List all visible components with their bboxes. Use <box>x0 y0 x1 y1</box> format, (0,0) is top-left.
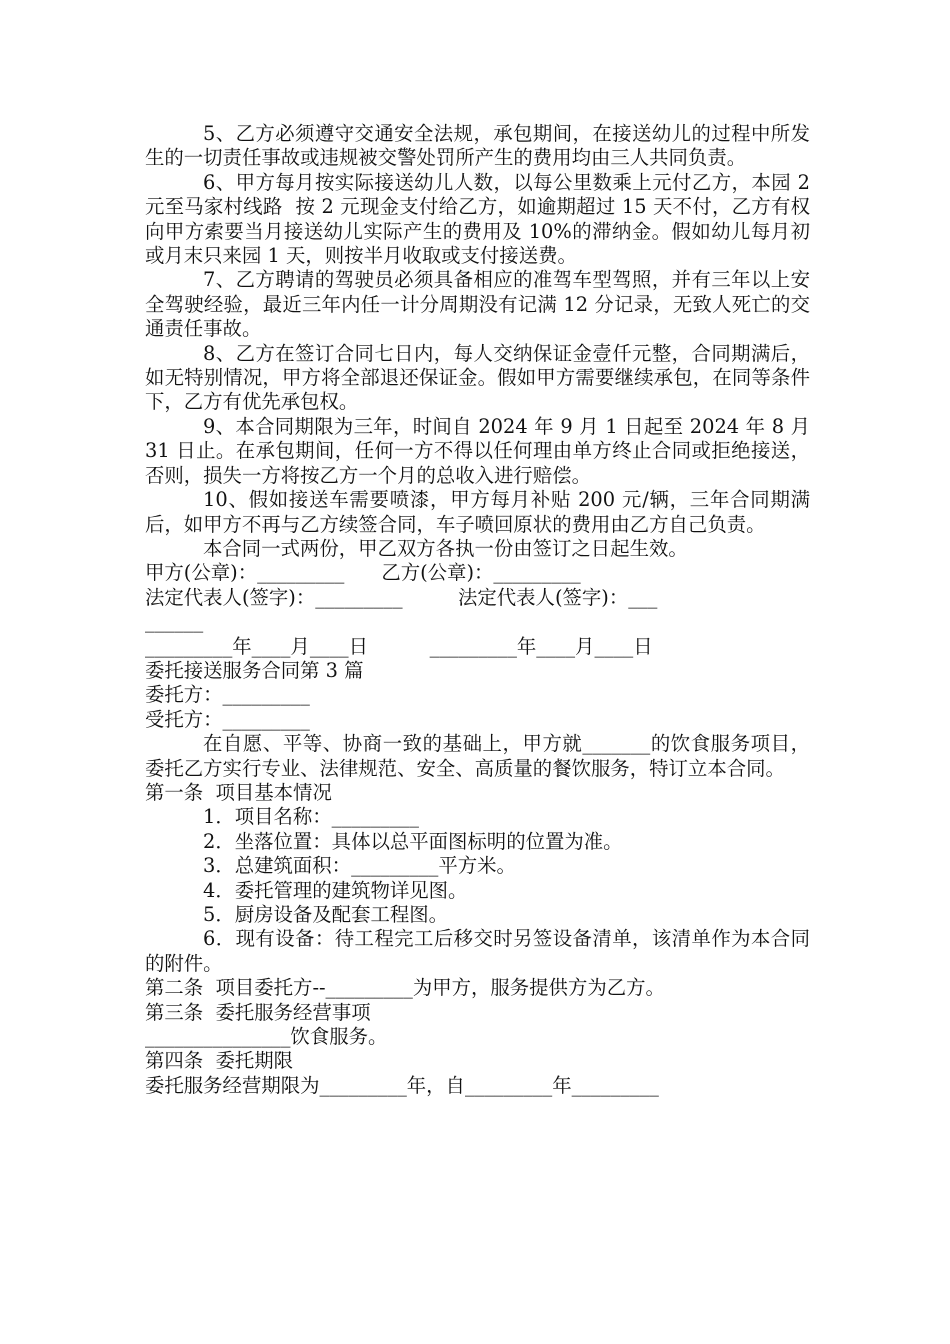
article-2: 第二条 项目委托方--_________为甲方，服务提供方为乙方。 <box>145 976 665 1000</box>
article-1-item: 6．现有设备：待工程完工后移交时另签设备清单，该清单作为本合同的附件。 <box>145 927 810 975</box>
client-line: 委托方：_________ <box>145 683 310 707</box>
article-1-item: 2．坐落位置：具体以总平面图标明的位置为准。 <box>203 829 623 853</box>
clause-7: 7、乙方聘请的驾驶员必须具备相应的准驾车型驾照，并有三年以上安全驾驶经验，最近三年内任一计分周期没有记满 12 分记录，无致人死亡的交通责任事故。 <box>145 268 810 341</box>
trustee-line: 受托方：_________ <box>145 707 310 731</box>
article-3-body: _______________饮食服务。 <box>145 1025 388 1049</box>
section-title: 委托接送服务合同第 3 篇 <box>145 658 364 682</box>
article-1-item: 3．总建筑面积：_________平方米。 <box>203 854 516 878</box>
clause-8: 8、乙方在签订合同七日内，每人交纳保证金壹仟元整，合同期满后，如无特别情况，甲方将全部退还保证金。假如甲方需要继续承包，在同等条件下，乙方有优先承包权。 <box>145 341 810 414</box>
closing-statement: 本合同一式两份，甲乙双方各执一份由签订之日起生效。 <box>203 536 688 560</box>
clause-10: 10、假如接送车需要喷漆，甲方每月补贴 200 元/辆，三年合同期满后，如甲方不再与乙方续签合同，车子喷回原状的费用由乙方自己负责。 <box>145 488 810 536</box>
document-body <box>145 122 817 1098</box>
clause-5: 5、乙方必须遵守交通安全法规，承包期间，在接送幼儿的过程中所发生的一切责任事故或违规被交警处罚所产生的费用均由三人共同负责。 <box>145 122 810 170</box>
signature-representatives-continued: ______ <box>145 610 204 634</box>
article-3-title: 第三条 委托服务经营事项 <box>145 1000 371 1024</box>
article-1-item: 1．项目名称：_________ <box>203 805 419 829</box>
article-4-title: 第四条 委托期限 <box>145 1049 294 1073</box>
article-1-item: 5．厨房设备及配套工程图。 <box>203 903 449 926</box>
article-4-body: 委托服务经营期限为_________年，自_________年_________ <box>145 1073 659 1097</box>
intro-paragraph: 在自愿、平等、协商一致的基础上，甲方就_______的饮食服务项目，委托乙方实行专业、法律规范、安全、高质量的餐饮服务，特订立本合同。 <box>145 732 810 780</box>
article-1-item: 4．委托管理的建筑物详见图。 <box>203 878 468 902</box>
signature-dates: _________年____月____日 _________年____月____日 <box>145 634 653 658</box>
article-1-title: 第一条 项目基本情况 <box>145 780 332 804</box>
clause-9: 9、本合同期限为三年，时间自 2024 年 9 月 1 日起至 2024 年 8 月 31 日止。在承包期间，任何一方不得以任何理由单方终止合同或拒绝接送，否则，损失一方将按乙方一个月的总收入进行赔偿。 <box>145 414 817 487</box>
signature-parties: 甲方(公章)：_________ 乙方(公章)：_________ <box>145 561 581 585</box>
clause-6: 6、甲方每月按实际接送幼儿人数，以每公里数乘上元付乙方，本园 2 元至马家村线路 按 2 元现金支付给乙方，如逾期超过 15 天不付，乙方有权向甲方索要当月接送幼儿实际产生的费用及 10%的滞纳金。假如幼儿每月初或月末只来园 1 天，则按半月收取或支付接送费。 <box>145 170 817 268</box>
signature-representatives: 法定代表人(签字)：_________ 法定代表人(签字)：___ <box>145 585 658 609</box>
